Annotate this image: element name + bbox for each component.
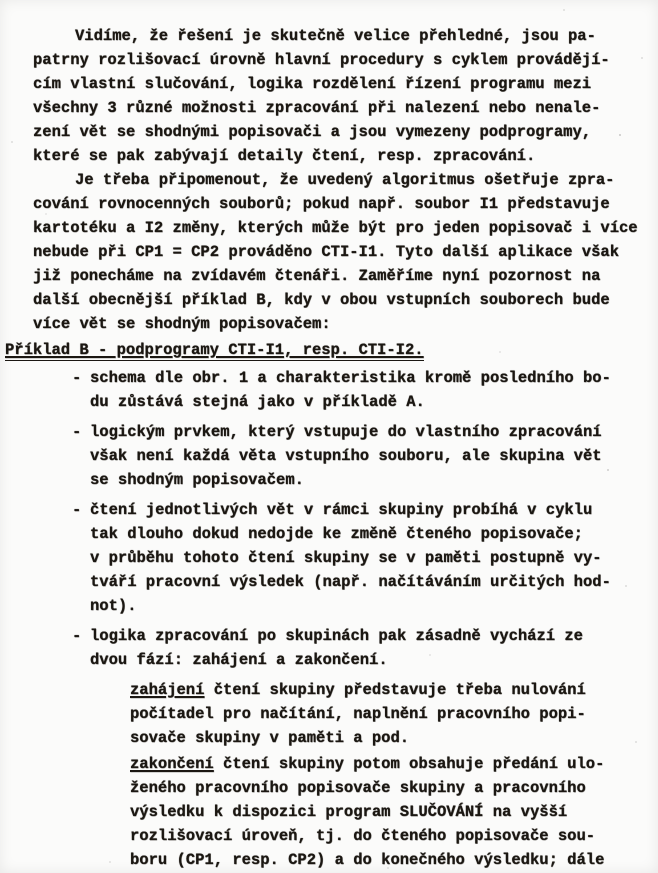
text-line: kartotéku a I2 změny, kterých může být pro jeden popisovač i více — [33, 219, 638, 237]
text-line: tak dlouho dokud nedojde ke změně čteného popisovače; — [90, 525, 583, 543]
list-item — [72, 624, 658, 672]
text-line: dvou fází: zahájení a zakončení. — [90, 651, 388, 669]
term-line-rest: čtení skupiny potom obsahuje předání ulo- — [213, 755, 605, 773]
text-line: další obecnější příklad B, kdy v obou vstupních souborech bude — [33, 291, 610, 309]
definition-zahajeni — [130, 678, 658, 750]
text-line: tváří pracovní výsledek (např. načítáváním určitých hod- — [90, 573, 611, 591]
text-line: které se pak zabývají detaily čtení, resp. zpracování. — [33, 147, 536, 165]
text-line: logickým prvkem, který vstupuje do vlastního zpracování — [90, 423, 602, 441]
paragraph-2 — [33, 168, 638, 336]
bullet-list — [0, 366, 658, 672]
text-line — [130, 752, 658, 776]
paragraph-1 — [33, 24, 638, 168]
text-line: však není každá věta vstupního souboru, ale skupina vět — [90, 447, 602, 465]
example-b-heading-text: Příklad B - podprogramy CTI-I1, resp. CTI-I2. — [5, 341, 424, 359]
text-line: not). — [90, 597, 137, 615]
text-line: sovače skupiny v paměti a pod. — [130, 729, 410, 747]
text-line: cování rovnocenných souborů; pokud např. soubor I1 představuje — [33, 195, 610, 213]
text-line: schema dle obr. 1 a charakteristika kromě posledního bo- — [90, 369, 611, 387]
text-line: Vidíme, že řešení je skutečně velice přehledné, jsou pa- — [75, 27, 596, 45]
text-line: cím vlastní slučování, logika rozdělení řízení programu mezi — [33, 75, 592, 93]
list-item-body — [90, 420, 602, 492]
text-line: již ponecháme na zvídavém čtenáři. Zaměříme nyní pozornost na — [33, 267, 601, 285]
list-item-body — [90, 366, 611, 414]
list-item — [72, 498, 658, 618]
list-item-body — [90, 624, 583, 672]
text-line: du zůstává stejná jako v příkladě A. — [90, 393, 425, 411]
text-line: nebude při CP1 = CP2 prováděno CTI-I1. Tyto další aplikace však — [33, 243, 619, 261]
text-line: zení vět se shodnými popisovači a jsou vymezeny podprogramy, — [33, 123, 592, 141]
text-line: všechny 3 různé možnosti zpracování při nalezení nebo nenale- — [33, 99, 601, 117]
text-line: se shodným popisovačem. — [90, 471, 304, 489]
definition-zakonceni — [130, 752, 658, 872]
text-line: rozlišovací úroveň, tj. do čteného popisovače sou- — [130, 827, 596, 845]
bullet-dash: - — [72, 423, 82, 441]
list-item — [72, 420, 658, 492]
bullet-dash: - — [72, 501, 82, 519]
term-zahajeni: zahájení — [130, 681, 205, 699]
list-item — [72, 366, 658, 414]
text-line: patrny rozlišovací úrovně hlavní procedury s cyklem provádějí- — [33, 51, 610, 69]
text-line: výsledku k dispozici program SLUČOVÁNÍ na vyšší — [130, 803, 568, 821]
term-zakonceni: zakončení — [130, 755, 214, 773]
term-line-rest: čtení skupiny představuje třeba nulování — [204, 681, 586, 699]
text-line — [130, 678, 658, 702]
text-line: logika zpracování po skupinách pak zásadně vychází ze — [90, 627, 583, 645]
list-item-body — [90, 498, 611, 618]
example-b-heading — [5, 338, 658, 362]
text-line: více vět se shodným popisovačem: — [33, 315, 331, 333]
bullet-dash: - — [72, 369, 82, 387]
text-line: Je třeba připomenout, že uvedený algoritmus ošetřuje zpra- — [75, 171, 615, 189]
text-line: ženého pracovního popisovače skupiny a pracovního — [130, 779, 586, 797]
text-line: boru (CP1, resp. CP2) a do konečného výsledku; dále — [130, 851, 605, 869]
text-line: čtení jednotlivých vět v rámci skupiny probíhá v cyklu — [90, 501, 593, 519]
text-line: počítadel pro načítání, naplnění pracovního popi- — [130, 705, 586, 723]
bullet-dash: - — [72, 627, 82, 645]
text-line: v průběhu tohoto čtení skupiny se v paměti postupně vy- — [90, 549, 602, 567]
